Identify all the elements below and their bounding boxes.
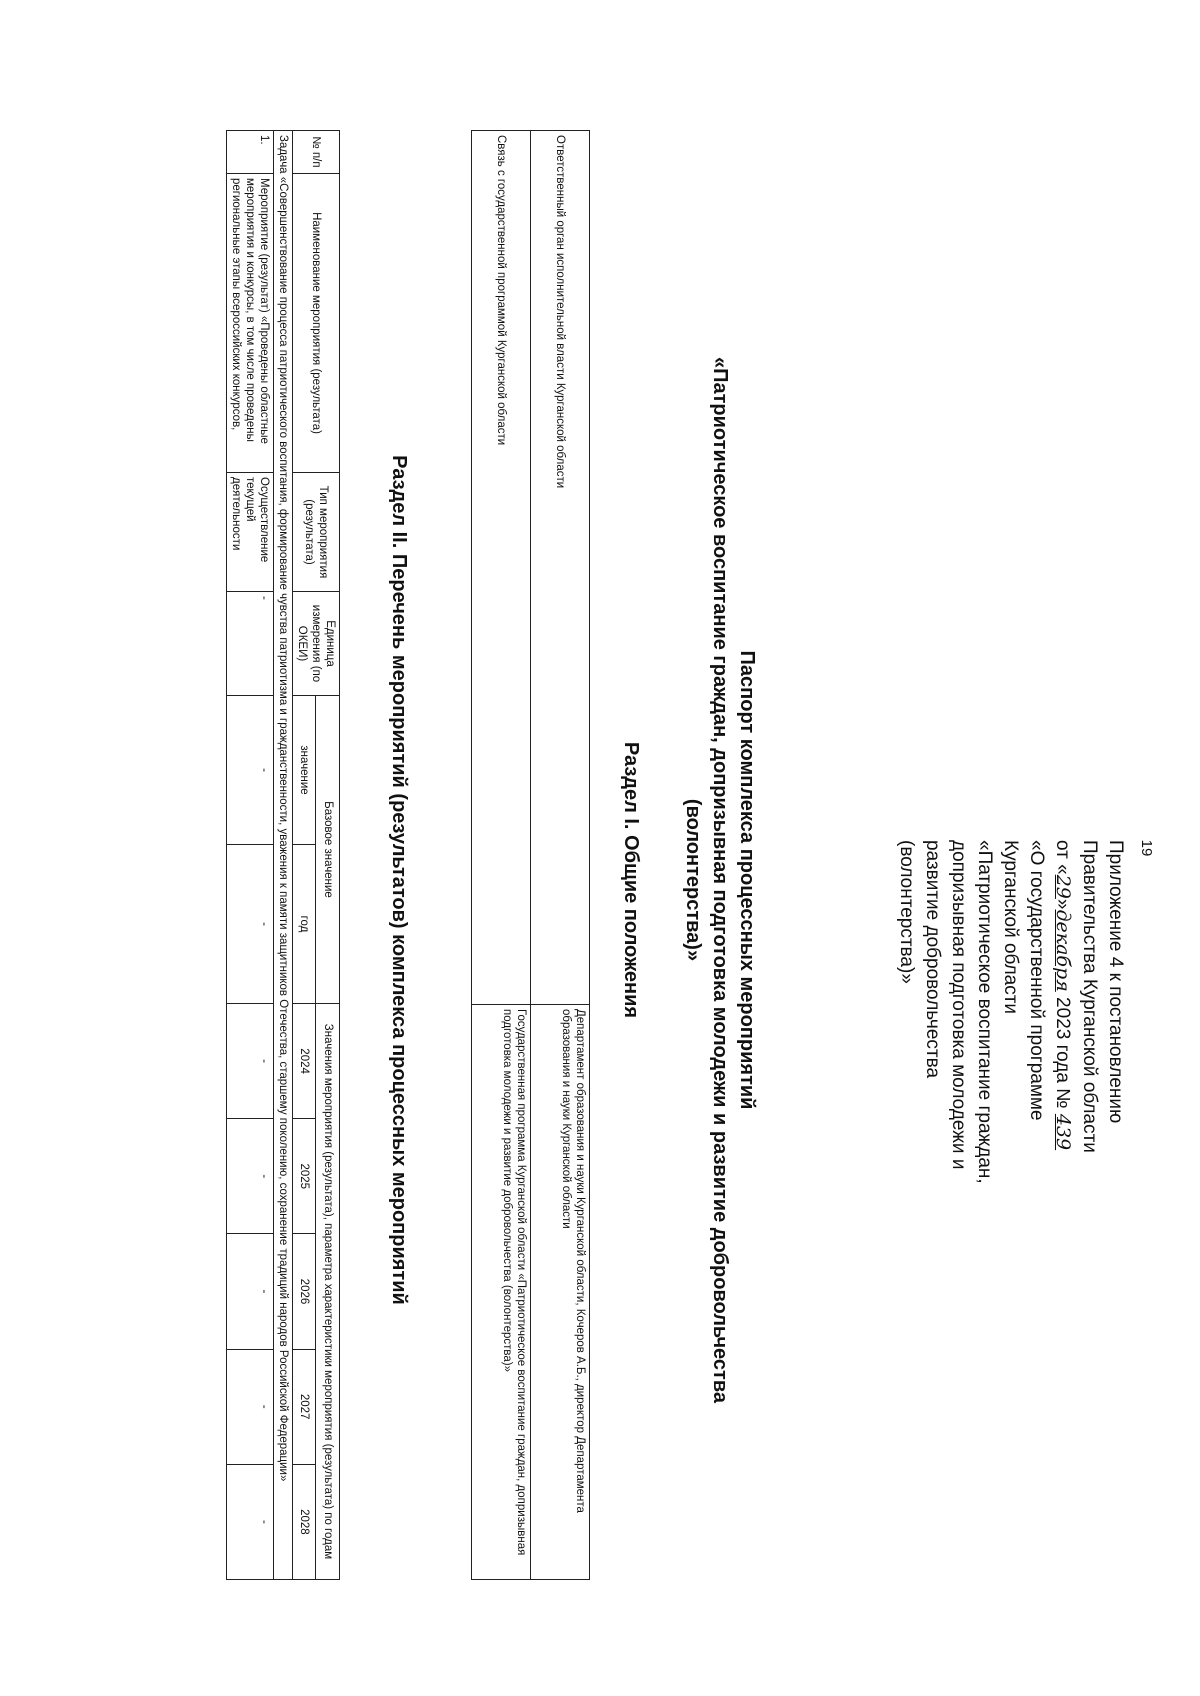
handwritten-number: 439: [1052, 1113, 1074, 1151]
handwritten-day: 29: [1052, 874, 1074, 899]
task-text: Задача «Совершенствование процесса патриотического воспитания, формирование чувства патриотизма и гражданственности, уважения к памяти защитников Отечества, старшему поколению, сохранение традиций народов Российской Федерации»: [274, 131, 293, 1580]
table-row: [472, 131, 531, 1580]
col-base-year-header: год: [293, 845, 317, 1004]
cell-2027: -: [227, 1349, 274, 1464]
year-header: 2028: [293, 1464, 317, 1579]
year-header: 2025: [293, 1119, 317, 1234]
col-num-header: № п/п: [293, 131, 340, 174]
row-value: Департамент образования и науки Курганской области, Кочеров А.Б., директор Департамента образования и науки Курганской области: [531, 1005, 590, 1580]
cell-2026: -: [227, 1234, 274, 1349]
row-value: Государственная программа Курганской области «Патриотическое воспитание граждан, допризывная подготовка молодежи и развитие добровольчества (волонтерства)»: [472, 1005, 531, 1580]
appendix-line: допризывная подготовка молодежи и: [948, 840, 969, 1170]
section2-heading: Раздел II. Перечень мероприятий (результатов) комплекса процессных мероприятий: [388, 455, 410, 1305]
cell-2025: -: [227, 1119, 274, 1234]
col-base-value-header: значение: [293, 696, 317, 845]
cell-type: Осуществление текущей деятельности: [227, 473, 274, 592]
header-row: [316, 131, 340, 1580]
appendix-line: (волонтерства)»: [896, 840, 917, 984]
col-type-header: Тип мероприятия (результата): [293, 473, 340, 592]
cell-base-value: -: [227, 696, 274, 845]
year-header: 2027: [293, 1349, 317, 1464]
col-name-header: Наименование мероприятия (результата): [293, 174, 340, 473]
section1-heading: Раздел I. Общие положения: [620, 741, 642, 1019]
cell-unit: -: [227, 592, 274, 696]
table-row: [227, 131, 274, 1580]
appendix-line: «О государственной программе: [1026, 840, 1047, 1121]
row-label: Ответственный орган исполнительной власти Курганской области: [531, 131, 590, 1005]
page-number: 19: [1138, 839, 1155, 857]
appendix-line: Приложение 4 к постановлению: [1105, 840, 1126, 1124]
cell-name: Мероприятие (результат) «Проведены областные мероприятия и конкурсы, в том числе проведены региональные этапы всероссийских конкурсов,: [227, 174, 274, 473]
measures-table: [226, 130, 340, 1580]
general-provisions-table: [471, 130, 590, 1580]
appendix-line: «Патриотическое воспитание граждан,: [974, 840, 995, 1184]
col-values-header: Значения мероприятия (результата), параметра характеристики мероприятия (результата) по годам: [316, 1004, 340, 1580]
passport-title: Паспорт комплекса процессных мероприятий «Патриотическое воспитание граждан, допризывная подготовка молодежи и развитие добровольчества (волонтерства)»: [682, 357, 758, 1403]
task-row: [274, 131, 293, 1580]
row-label: Связь с государственной программой Курганской области: [472, 131, 531, 1005]
cell-2028: -: [227, 1464, 274, 1579]
table-row: [531, 131, 590, 1580]
appendix-line: Правительства Курганской области: [1079, 840, 1100, 1153]
col-base-header: Базовое значение: [316, 696, 340, 1004]
cell-2024: -: [227, 1004, 274, 1119]
appendix-line: развитие добровольчества: [922, 840, 943, 1079]
year-header: 2026: [293, 1234, 317, 1349]
appendix-line: Курганской области: [1000, 840, 1021, 1015]
cell-num: 1.: [227, 131, 274, 174]
handwritten-month: декабря: [1052, 909, 1074, 992]
cell-base-year: -: [227, 845, 274, 1004]
year-header: 2024: [293, 1004, 317, 1119]
appendix-block: [893, 840, 1128, 1184]
appendix-date-line: от «29»декабря 2023 года № 439: [1052, 840, 1074, 1151]
col-unit-header: Единица измерения (по ОКЕИ): [293, 592, 340, 696]
